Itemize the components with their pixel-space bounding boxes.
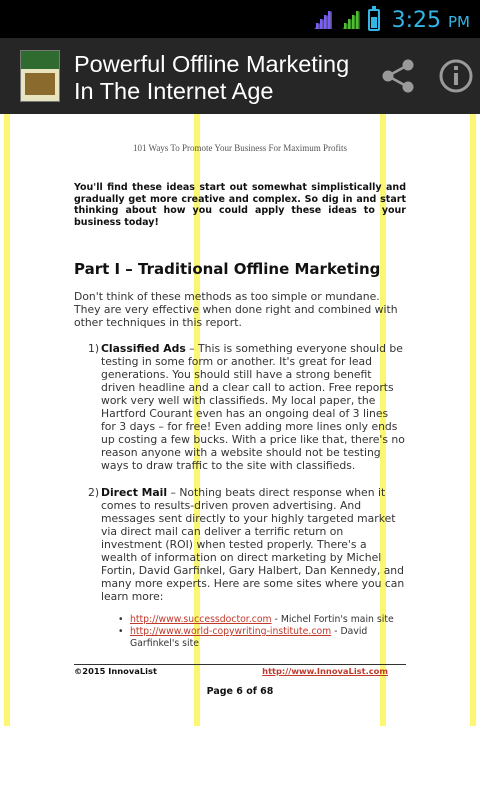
link-list [118,614,406,650]
wifi-signal-icon [312,9,334,31]
highlight-stripe [470,114,476,726]
clock-time: 3:25 [391,7,441,33]
page-title [74,51,374,105]
title-line-1: Powerful Offline Marketing [74,51,350,77]
item-body [101,342,406,472]
link-desc: - Michel Fortin's main site [271,614,394,625]
item-number: 1) [88,342,100,355]
link-item [118,614,406,626]
action-bar [0,38,480,114]
item-body [101,486,406,603]
document-page[interactable] [0,114,480,726]
footer-copyright: ©2015 InnovaList [74,666,157,676]
link-url[interactable]: http://www.successdoctor.com [130,614,272,625]
share-icon[interactable] [378,56,418,96]
cell-signal-icon [340,9,362,31]
link-desc: - David Garfinkel's site [130,626,368,649]
blank-area [0,726,480,800]
page-number: Page 6 of 68 [206,686,274,697]
doc-intro: You'll find these ideas start out somewhat simplistically and gradually get more creative and complex. So dig in and start thinking about how you could apply these ideas to your business today! [74,182,406,228]
status-bar [0,0,480,38]
doc-header: 101 Ways To Promote Your Business For Maximum Profits [132,143,348,153]
status-icons [312,6,470,34]
footer-divider [74,664,406,665]
item-number: 2) [88,486,100,499]
section-heading: Part I – Traditional Offline Marketing [74,260,381,278]
item-title: Direct Mail [101,486,168,499]
item-text: – Nothing beats direct response when it comes to results-driven proven advertising. And messages sent directly to your highly targeted market via direct mail can deliver a terrific return on investment (ROI) when tested properly. There's a wealth of information on direct marketing by Michel Fortin, David Garfinkel, Gary Halbert, Dan Kennedy, and many more experts. Here are some sites where you can learn more: [101,486,405,603]
clock-ampm: PM [448,12,470,31]
battery-icon [368,9,380,31]
highlight-stripe [4,114,10,726]
footer-link[interactable]: http://www.InnovaList.com [262,666,388,676]
info-icon[interactable] [436,56,476,96]
title-line-2: In The Internet Age [74,78,274,104]
item-text: – This is something everyone should be testing in some form or another. It's great for lead generations. You should still have a strong benefit driven headline and a clear call to action. Free reports work very well with classifieds. My local paper, the Hartford Courant even has an ongoing deal of 3 lines for 3 days – for free! Even adding more lines only ends up costing a few bucks. With a price like that, there's no reason anyone with a website should not be testing ways to draw traffic to the site with classifieds. [101,342,405,472]
link-url[interactable]: http://www.world-copywriting-institute.com [130,626,332,637]
section-intro: Don't think of these methods as too simple or mundane. They are very effective when done right and combined with other techniques in this report. [74,290,398,329]
item-title: Classified Ads [101,342,186,355]
status-clock [392,8,470,33]
link-item [118,626,406,650]
book-cover-icon[interactable] [20,50,60,102]
